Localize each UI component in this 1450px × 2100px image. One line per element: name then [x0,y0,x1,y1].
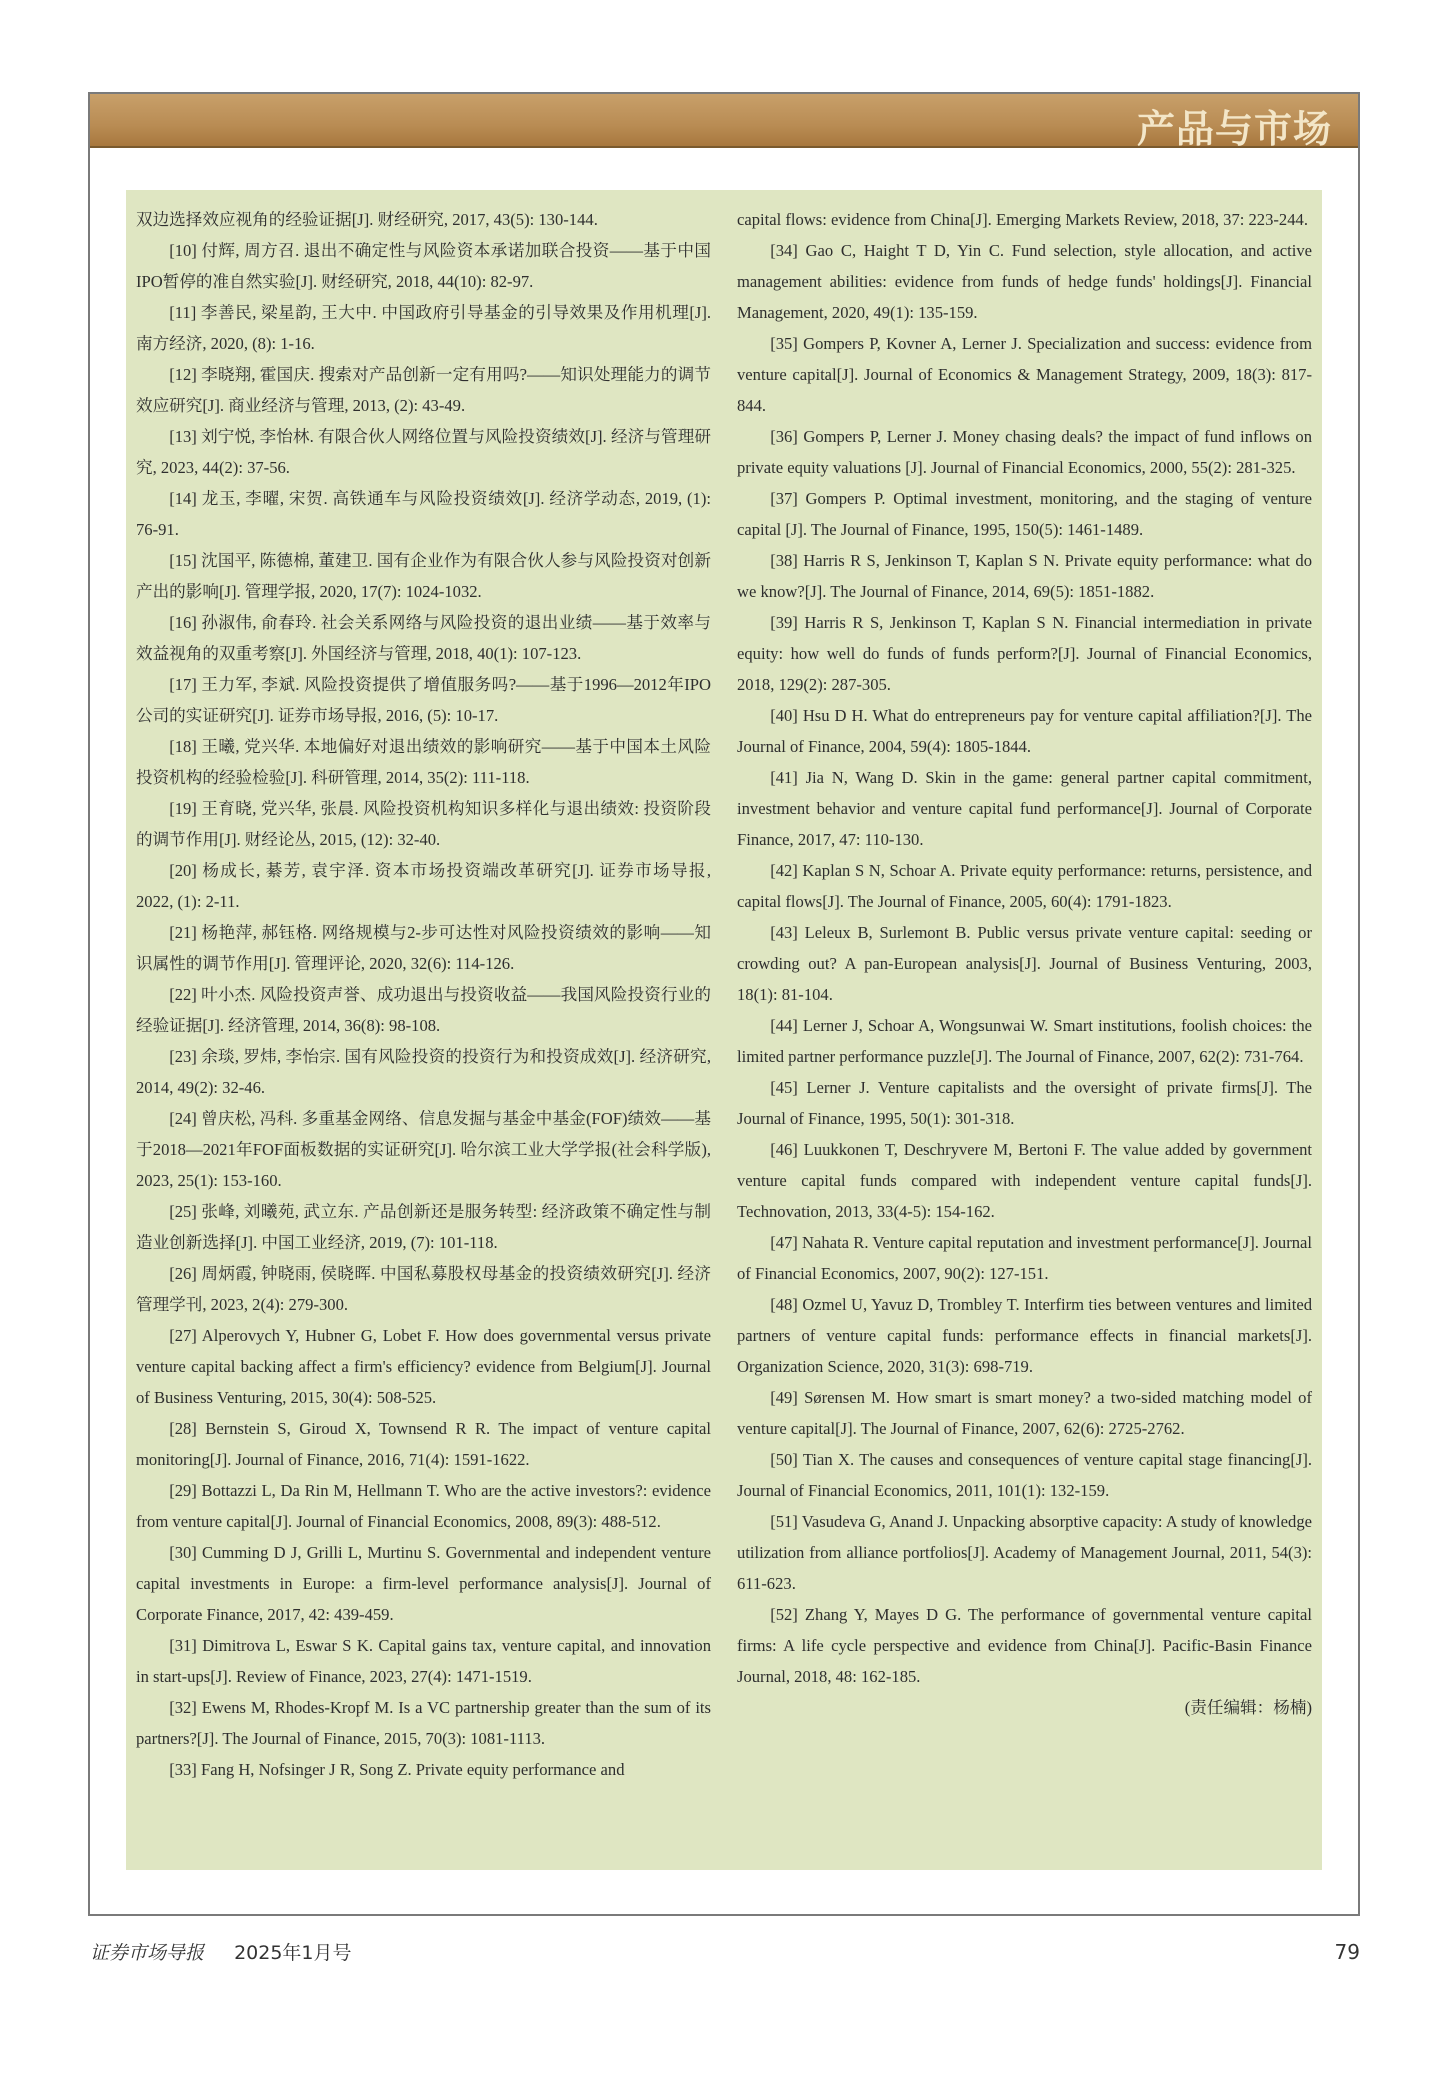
editor-note: (责任编辑：杨楠) [1184,1698,1312,1717]
reference-entry: [49] Sørensen M. How smart is smart money? a two-sided matching model of venture capital[J]. The Journal of Finance, 2007, 62(6): 2725-2762. [737,1388,1312,1438]
section-header-band [90,94,1358,151]
reference-entry: capital flows: evidence from China[J]. Emerging Markets Review, 2018, 37: 223-244. [737,210,1308,229]
reference-entry: [51] Vasudeva G, Anand J. Unpacking absorptive capacity: A study of knowledge utilization from alliance portfolios[J]. Academy of Management Journal, 2011, 54(3): 611-623. [737,1512,1312,1593]
reference-entry: [27] Alperovych Y, Hubner G, Lobet F. How does governmental versus private venture capital backing affect a firm's efficiency? evidence from Belgium[J]. Journal of Business Venturing, 2015, 30(4): 508-525. [136,1326,711,1407]
reference-entry: [13] 刘宁悦, 李怡林. 有限合伙人网络位置与风险投资绩效[J]. 经济与管理研究, 2023, 44(2): 37-56. [136,427,711,477]
reference-entry: [46] Luukkonen T, Deschryvere M, Bertoni F. The value added by government venture capital funds compared with independent venture capital funds[J]. Technovation, 2013, 33(4-5): 154-162. [737,1140,1312,1221]
reference-entry: [29] Bottazzi L, Da Rin M, Hellmann T. Who are the active investors?: evidence from venture capital[J]. Journal of Financial Economics, 2008, 89(3): 488-512. [136,1481,711,1531]
reference-entry: [50] Tian X. The causes and consequences of venture capital stage financing[J]. Journal of Financial Economics, 2011, 101(1): 132-159. [737,1450,1312,1500]
reference-entry: [20] 杨成长, 綦芳, 袁宇泽. 资本市场投资端改革研究[J]. 证券市场导报, 2022, (1): 2-11. [136,861,711,911]
reference-entry: [34] Gao C, Haight T D, Yin C. Fund selection, style allocation, and active management abilities: evidence from funds of hedge funds' holdings[J]. Financial Management, 2020, 49(1): 135-159. [737,241,1312,322]
reference-entry: [26] 周炳霞, 钟晓雨, 侯晓晖. 中国私募股权母基金的投资绩效研究[J]. 经济管理学刊, 2023, 2(4): 279-300. [136,1264,711,1314]
reference-entry: [19] 王育晓, 党兴华, 张晨. 风险投资机构知识多样化与退出绩效: 投资阶段的调节作用[J]. 财经论丛, 2015, (12): 32-40. [136,799,711,849]
reference-entry: [52] Zhang Y, Mayes D G. The performance of governmental venture capital firms: A life cycle perspective and evidence from China[J]. Pacific-Basin Finance Journal, 2018, 48: 162-185. [737,1605,1312,1686]
reference-entry: [37] Gompers P. Optimal investment, monitoring, and the staging of venture capital [J]. The Journal of Finance, 1995, 150(5): 1461-1489. [737,489,1312,539]
reference-entry: [40] Hsu D H. What do entrepreneurs pay for venture capital affiliation?[J]. The Journal of Finance, 2004, 59(4): 1805-1844. [737,706,1312,756]
reference-entry: [35] Gompers P, Kovner A, Lerner J. Specialization and success: evidence from venture capital[J]. Journal of Economics & Management Strategy, 2009, 18(3): 817-844. [737,334,1312,415]
reference-entry: [28] Bernstein S, Giroud X, Townsend R R. The impact of venture capital monitoring[J]. Journal of Finance, 2016, 71(4): 1591-1622. [136,1419,711,1469]
page-number: 79 [1334,1940,1360,1964]
reference-entry: [24] 曾庆松, 冯科. 多重基金网络、信息发掘与基金中基金(FOF)绩效——基于2018—2021年FOF面板数据的实证研究[J]. 哈尔滨工业大学学报(社会科学版), 2023, 25(1): 153-160. [136,1109,711,1190]
reference-entry: 双边选择效应视角的经验证据[J]. 财经研究, 2017, 43(5): 130-144. [136,210,598,229]
reference-entry: [36] Gompers P, Lerner J. Money chasing deals? the impact of fund inflows on private equity valuations [J]. Journal of Financial Economics, 2000, 55(2): 281-325. [737,427,1312,477]
reference-entry: [47] Nahata R. Venture capital reputation and investment performance[J]. Journal of Financial Economics, 2007, 90(2): 127-151. [737,1233,1312,1283]
reference-entry: [45] Lerner J. Venture capitalists and the oversight of private firms[J]. The Journal of Finance, 1995, 50(1): 301-318. [737,1078,1312,1128]
reference-entry: [17] 王力军, 李斌. 风险投资提供了增值服务吗?——基于1996—2012年IPO公司的实证研究[J]. 证券市场导报, 2016, (5): 10-17. [136,675,711,725]
reference-entry: [44] Lerner J, Schoar A, Wongsunwai W. Smart institutions, foolish choices: the limited partner performance puzzle[J]. The Journal of Finance, 2007, 62(2): 731-764. [737,1016,1312,1066]
reference-entry: [48] Ozmel U, Yavuz D, Trombley T. Interfirm ties between ventures and limited partners of venture capital funds: performance effects in financial markets[J]. Organization Science, 2020, 31(3): 698-719. [737,1295,1312,1376]
reference-entry: [42] Kaplan S N, Schoar A. Private equity performance: returns, persistence, and capital flows[J]. The Journal of Finance, 2005, 60(4): 1791-1823. [737,861,1312,911]
reference-entry: [15] 沈国平, 陈德棉, 董建卫. 国有企业作为有限合伙人参与风险投资对创新产出的影响[J]. 管理学报, 2020, 17(7): 1024-1032. [136,551,711,601]
reference-entry: [12] 李晓翔, 霍国庆. 搜索对产品创新一定有用吗?——知识处理能力的调节效应研究[J]. 商业经济与管理, 2013, (2): 43-49. [136,365,711,415]
reference-entry: [16] 孙淑伟, 俞春玲. 社会关系网络与风险投资的退出业绩——基于效率与效益视角的双重考察[J]. 外国经济与管理, 2018, 40(1): 107-123. [136,613,711,663]
reference-entry: [43] Leleux B, Surlemont B. Public versus private venture capital: seeding or crowding out? A pan-European analysis[J]. Journal of Business Venturing, 2003, 18(1): 81-104. [737,923,1312,1004]
footer-journal-info [90,1938,352,1965]
footer-journal-name: 证券市场导报 [90,1942,205,1964]
page-frame [88,92,1360,1916]
reference-entry: [25] 张峰, 刘曦苑, 武立东. 产品创新还是服务转型: 经济政策不确定性与制造业创新选择[J]. 中国工业经济, 2019, (7): 101-118. [136,1202,711,1252]
reference-entry: [31] Dimitrova L, Eswar S K. Capital gains tax, venture capital, and innovation in start-ups[J]. Review of Finance, 2023, 27(4): 1471-1519. [136,1636,711,1686]
reference-entry: [14] 龙玉, 李曜, 宋贺. 高铁通车与风险投资绩效[J]. 经济学动态, 2019, (1): 76-91. [136,489,711,539]
references-column-right [737,204,1312,1870]
reference-entry: [41] Jia N, Wang D. Skin in the game: general partner capital commitment, investment behavior and venture capital fund performance[J]. Journal of Corporate Finance, 2017, 47: 110-130. [737,768,1312,849]
references-column-left [136,204,711,1870]
references-panel [126,190,1322,1870]
reference-entry: [11] 李善民, 梁星韵, 王大中. 中国政府引导基金的引导效果及作用机理[J]. 南方经济, 2020, (8): 1-16. [136,303,711,353]
reference-entry: [10] 付辉, 周方召. 退出不确定性与风险资本承诺加联合投资——基于中国IPO暂停的准自然实验[J]. 财经研究, 2018, 44(10): 82-97. [136,241,711,291]
reference-entry: [22] 叶小杰. 风险投资声誉、成功退出与投资收益——我国风险投资行业的经验证据[J]. 经济管理, 2014, 36(8): 98-108. [136,985,711,1035]
reference-entry: [18] 王曦, 党兴华. 本地偏好对退出绩效的影响研究——基于中国本土风险投资机构的经验检验[J]. 科研管理, 2014, 35(2): 111-118. [136,737,711,787]
reference-entry: [23] 余琰, 罗炜, 李怡宗. 国有风险投资的投资行为和投资成效[J]. 经济研究, 2014, 49(2): 32-46. [136,1047,711,1097]
reference-entry: [21] 杨艳萍, 郝钰格. 网络规模与2-步可达性对风险投资绩效的影响——知识属性的调节作用[J]. 管理评论, 2020, 32(6): 114-126. [136,923,711,973]
reference-entry: [33] Fang H, Nofsinger J R, Song Z. Private equity performance and [169,1760,625,1779]
reference-entry: [38] Harris R S, Jenkinson T, Kaplan S N. Private equity performance: what do we know?[J]. The Journal of Finance, 2014, 69(5): 1851-1882. [737,551,1312,601]
reference-entry: [39] Harris R S, Jenkinson T, Kaplan S N. Financial intermediation in private equity: how well do funds of funds perform?[J]. Journal of Financial Economics, 2018, 129(2): 287-305. [737,613,1312,694]
footer-issue: 2025年1月号 [234,1942,352,1964]
section-label: 产品与市场 [1136,106,1332,151]
reference-entry: [32] Ewens M, Rhodes-Kropf M. Is a VC partnership greater than the sum of its partners?[J]. The Journal of Finance, 2015, 70(3): 1081-1113. [136,1698,711,1748]
reference-entry: [30] Cumming D J, Grilli L, Murtinu S. Governmental and independent venture capital investments in Europe: a firm-level performance analysis[J]. Journal of Corporate Finance, 2017, 42: 439-459. [136,1543,711,1624]
